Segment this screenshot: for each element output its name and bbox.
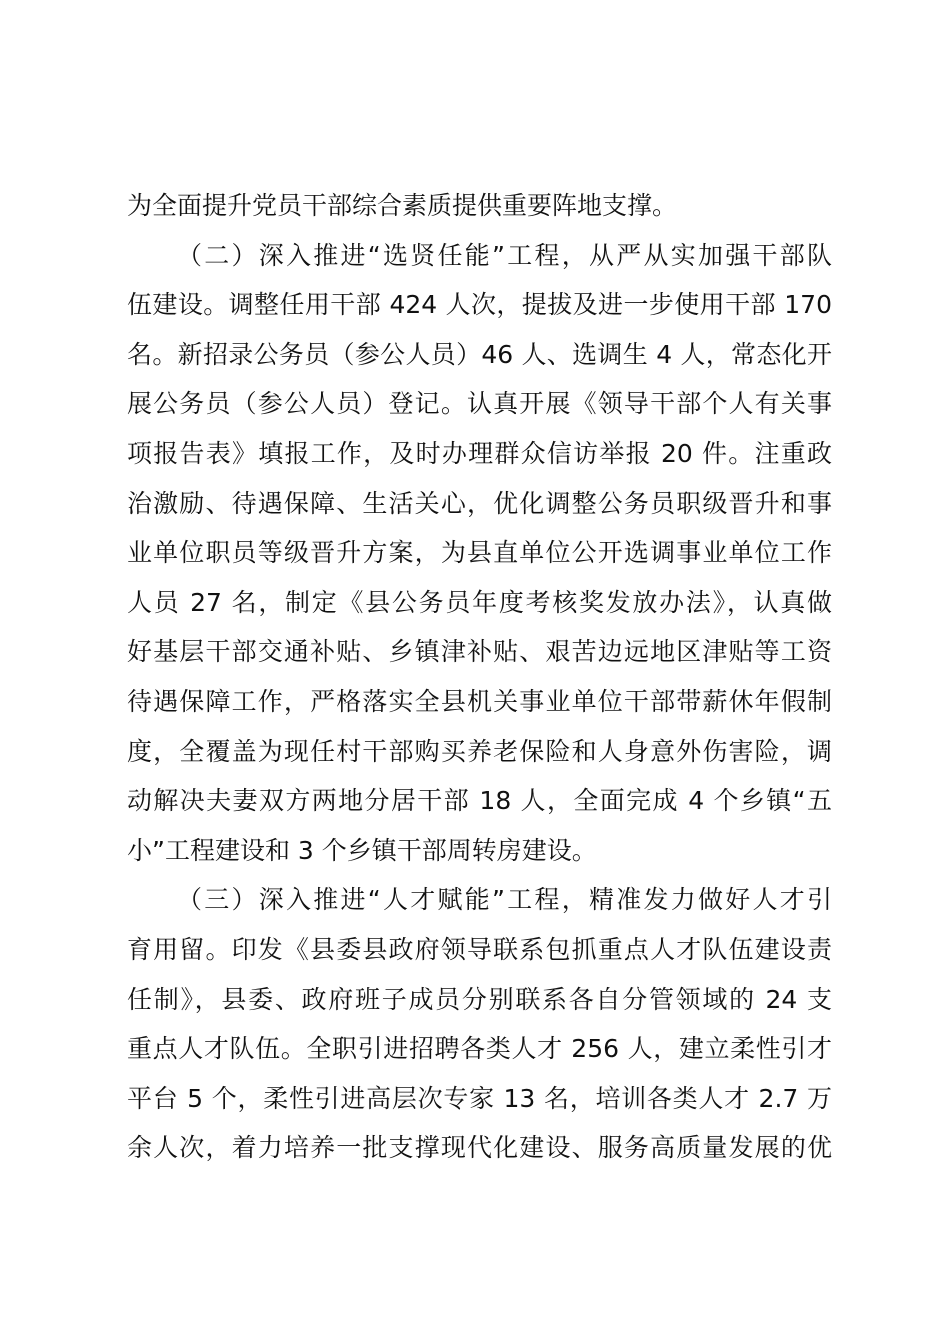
text-line: 业单位职员等级晋升方案，为县直单位公开选调事业单位工作: [127, 538, 832, 568]
text-line: 展公务员（参公人员）登记。认真开展《领导干部个人有关事: [127, 389, 832, 419]
text-line: 伍建设。调整任用干部 424 人次，提拔及进一步使用干部 170: [127, 290, 832, 320]
text-line: 小”工程建设和 3 个乡镇干部周转房建设。: [127, 835, 597, 865]
text-line: 人员 27 名，制定《县公务员年度考核奖发放办法》，认真做: [127, 587, 832, 617]
text-line: 育用留。印发《县委县政府领导联系包抓重点人才队伍建设责: [127, 934, 832, 964]
text-line: 任制》，县委、政府班子成员分别联系各自分管领域的 24 支: [127, 984, 832, 1014]
section-heading-line: （三）深入推进“人才赋能”工程，精准发力做好人才引: [177, 885, 832, 915]
text-line: 名。新招录公务员（参公人员）46 人、选调生 4 人，常态化开: [127, 339, 832, 369]
body-text: [127, 181, 832, 1173]
section-heading-line: （二）深入推进“选贤任能”工程，从严从实加强干部队: [177, 240, 832, 270]
text-line: 平台 5 个，柔性引进高层次专家 13 名，培训各类人才 2.7 万: [127, 1083, 832, 1113]
text-line: 治激励、待遇保障、生活关心，优化调整公务员职级晋升和事: [127, 488, 832, 518]
text-line: 为全面提升党员干部综合素质提供重要阵地支撑。: [127, 191, 678, 220]
text-line: 动解决夫妻双方两地分居干部 18 人，全面完成 4 个乡镇“五: [127, 786, 832, 816]
text-line: 项报告表》填报工作，及时办理群众信访举报 20 件。注重政: [127, 438, 832, 468]
text-line: 待遇保障工作，严格落实全县机关事业单位干部带薪休年假制: [127, 686, 832, 716]
text-line: 好基层干部交通补贴、乡镇津补贴、艰苦边远地区津贴等工资: [127, 637, 832, 667]
text-line: 余人次，着力培养一批支撑现代化建设、服务高质量发展的优: [127, 1133, 832, 1163]
text-line: 重点人才队伍。全职引进招聘各类人才 256 人，建立柔性引才: [127, 1034, 832, 1064]
text-line: 度，全覆盖为现任村干部购买养老保险和人身意外伤害险，调: [127, 736, 832, 766]
